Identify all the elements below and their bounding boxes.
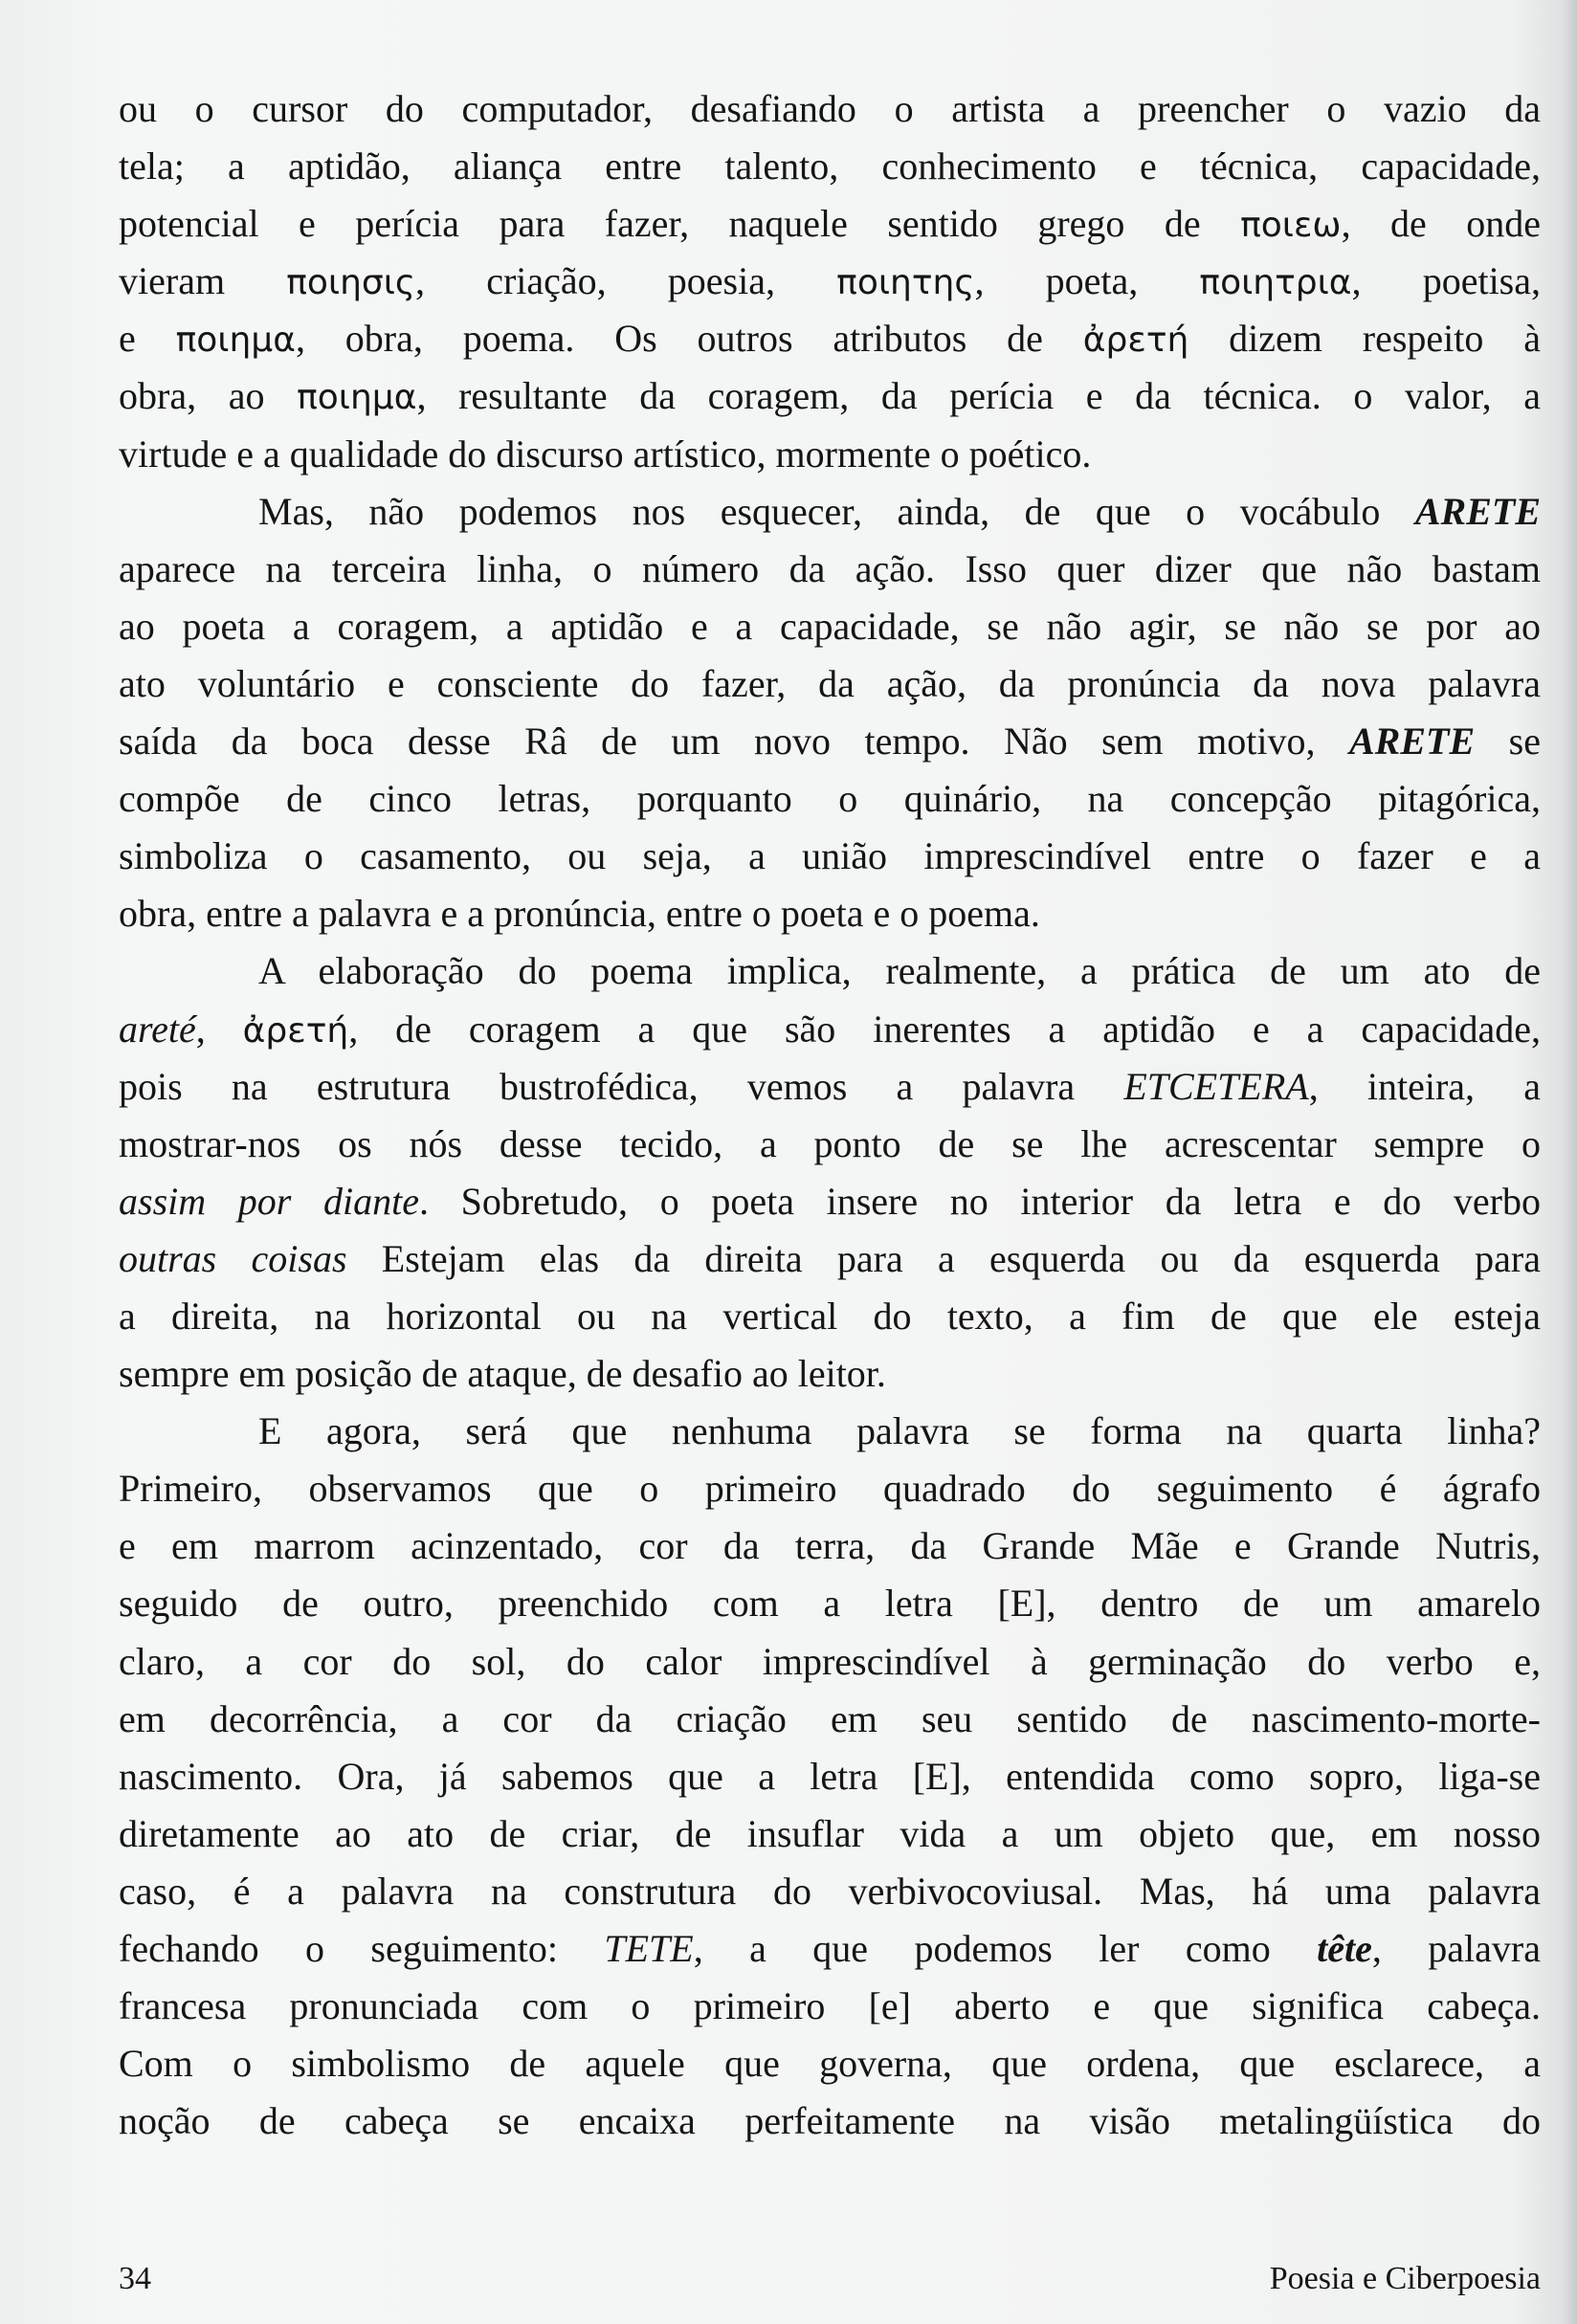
- text-segment: , resultante da coragem, da perícia e da técnica. o valor, a: [416, 374, 1541, 418]
- text-segment: em decorrência, a cor da criação em seu sentido de nascimento-morte-: [119, 1696, 1541, 1740]
- text-line: [119, 1230, 1541, 1288]
- text-segment: Mas, não podemos nos esquecer, ainda, de que o vocábulo: [258, 489, 1415, 533]
- text-line: [119, 1058, 1541, 1116]
- text-line: [119, 1748, 1541, 1805]
- emphasis-text: ARETE: [1414, 489, 1541, 533]
- text-line: [119, 195, 1541, 253]
- text-line: [119, 1288, 1541, 1345]
- text-line: [119, 367, 1541, 425]
- text-segment: noção de cabeça se encaixa perfeitamente na visão metalingüística do: [119, 2099, 1541, 2143]
- emphasis-text: tête: [1317, 1927, 1372, 1970]
- text-segment: , poetisa,: [1351, 259, 1541, 303]
- text-segment: potencial e perícia para fazer, naquele sentido grego de: [119, 202, 1241, 246]
- text-segment: fechando o seguimento:: [119, 1927, 605, 1970]
- emphasis-text: ETCETERA: [1123, 1064, 1309, 1108]
- text-line: [119, 770, 1541, 828]
- text-segment: E agora, será que nenhuma palavra se forma na quarta linha?: [258, 1409, 1541, 1453]
- text-line: [119, 1403, 1541, 1460]
- text-segment: aparece na terceira linha, o número da ação. Isso quer dizer que não bastam: [119, 546, 1541, 590]
- text-line: [119, 655, 1541, 713]
- text-segment: caso, é a palavra na construtura do verbivocoviusal. Mas, há uma palavra: [119, 1869, 1541, 1913]
- text-segment: ,: [195, 1007, 243, 1051]
- emphasis-text: areté: [119, 1007, 196, 1051]
- greek-word: ποιημα: [297, 378, 417, 418]
- emphasis-text: TETE: [604, 1927, 694, 1970]
- text-segment: , de coragem a que são inerentes a aptidão e a capacidade,: [348, 1007, 1541, 1051]
- text-segment: mostrar-nos os nós desse tecido, a ponto de se lhe acrescentar sempre o: [119, 1121, 1541, 1165]
- body-text: [119, 80, 1541, 2150]
- text-segment: , a que podemos ler como: [693, 1927, 1318, 1970]
- text-line: [119, 426, 1541, 483]
- text-segment: ao poeta a coragem, a aptidão e a capacidade, se não agir, se não se por ao: [119, 604, 1541, 648]
- text-segment: Com o simbolismo de aquele que governa, que ordena, que esclarece, a: [119, 2042, 1541, 2086]
- text-line: [119, 1460, 1541, 1517]
- text-segment: obra, ao: [119, 374, 298, 418]
- text-line: [119, 80, 1541, 138]
- text-line: [119, 1920, 1541, 1978]
- page-number: 34: [119, 2261, 151, 2296]
- text-line: [119, 483, 1541, 541]
- text-line: [119, 828, 1541, 885]
- text-line: [119, 1978, 1541, 2035]
- text-segment: nascimento. Ora, já sabemos que a letra [E], entendida como sopro, liga-se: [119, 1754, 1541, 1798]
- text-segment: seguido de outro, preenchido com a letra [E], dentro de um amarelo: [119, 1582, 1541, 1626]
- text-line: [119, 541, 1541, 598]
- text-segment: tela; a aptidão, aliança entre talento, conhecimento e técnica, capacidade,: [119, 144, 1541, 188]
- text-line: [119, 1575, 1541, 1632]
- text-line: [119, 253, 1541, 310]
- text-segment: dizem respeito à: [1188, 317, 1541, 361]
- text-segment: A elaboração do poema implica, realmente, a prática de um ato de: [258, 949, 1541, 993]
- text-segment: e em marrom acinzentado, cor da terra, da Grande Mãe e Grande Nutris,: [119, 1524, 1541, 1568]
- text-segment: se: [1475, 719, 1541, 764]
- emphasis-text: assim por diante: [119, 1179, 419, 1223]
- greek-word: ἀρετή: [1082, 321, 1189, 361]
- text-line: [119, 1863, 1541, 1920]
- text-line: [119, 713, 1541, 770]
- text-segment: e: [119, 317, 176, 361]
- emphasis-text: outras coisas: [119, 1236, 347, 1280]
- text-segment: . Sobretudo, o poeta insere no interior da letra e do verbo: [418, 1179, 1541, 1223]
- text-segment: virtude e a qualidade do discurso artístico, mormente o poético.: [119, 432, 1092, 476]
- text-segment: simboliza o casamento, ou seja, a união imprescindível entre o fazer e a: [119, 834, 1541, 878]
- text-segment: , poeta,: [974, 259, 1200, 303]
- text-segment: Estejam elas da direita para a esquerda ou da esquerda para: [346, 1236, 1541, 1280]
- text-segment: , inteira, a: [1308, 1064, 1541, 1108]
- text-line: [119, 598, 1541, 655]
- text-segment: , obra, poema. Os outros atributos de: [295, 317, 1083, 361]
- text-line: [119, 1517, 1541, 1575]
- text-segment: , palavra: [1371, 1927, 1541, 1970]
- text-segment: Primeiro, observamos que o primeiro quadrado do seguimento é ágrafo: [119, 1467, 1541, 1511]
- text-segment: obra, entre a palavra e a pronúncia, entre o poeta e o poema.: [119, 892, 1040, 936]
- text-segment: sempre em posição de ataque, de desafio ao leitor.: [119, 1352, 886, 1396]
- text-line: [119, 310, 1541, 367]
- text-segment: vieram: [119, 259, 287, 303]
- text-line: [119, 1116, 1541, 1173]
- text-segment: , de onde: [1341, 202, 1541, 246]
- text-line: [119, 1691, 1541, 1748]
- text-line: [119, 1805, 1541, 1863]
- greek-word: ποιημα: [175, 321, 296, 361]
- text-segment: saída da boca desse Râ de um novo tempo. Não sem motivo,: [119, 719, 1349, 764]
- text-line: [119, 885, 1541, 942]
- text-line: [119, 2035, 1541, 2092]
- text-segment: ou o cursor do computador, desafiando o artista a preencher o vazio da: [119, 87, 1541, 130]
- text-segment: pois na estrutura bustrofédica, vemos a palavra: [119, 1064, 1124, 1108]
- text-segment: diretamente ao ato de criar, de insuflar vida a um objeto que, em nosso: [119, 1811, 1541, 1855]
- text-line: [119, 1001, 1541, 1058]
- greek-word: ἀρετή: [242, 1010, 349, 1051]
- greek-word: ποιητρια: [1199, 263, 1352, 303]
- text-segment: ato voluntário e consciente do fazer, da ação, da pronúncia da nova palavra: [119, 661, 1541, 705]
- page-footer: [119, 2260, 1541, 2298]
- text-segment: claro, a cor do sol, do calor imprescindível à germinação do verbo e,: [119, 1639, 1541, 1683]
- text-segment: , criação, poesia,: [415, 259, 837, 303]
- text-line: [119, 942, 1541, 1000]
- running-title: Poesia e Ciberpoesia: [1269, 2261, 1541, 2296]
- text-line: [119, 1345, 1541, 1403]
- emphasis-text: ARETE: [1349, 719, 1476, 764]
- greek-word: ποιεω: [1240, 206, 1342, 246]
- text-segment: compõe de cinco letras, porquanto o quinário, na concepção pitagórica,: [119, 777, 1541, 821]
- text-line: [119, 2092, 1541, 2150]
- text-line: [119, 138, 1541, 195]
- text-segment: a direita, na horizontal ou na vertical do texto, a fim de que ele esteja: [119, 1294, 1541, 1338]
- text-line: [119, 1633, 1541, 1691]
- greek-word: ποιητης: [836, 263, 975, 303]
- text-segment: francesa pronunciada com o primeiro [e] aberto e que significa cabeça.: [119, 1984, 1541, 2028]
- text-line: [119, 1173, 1541, 1230]
- greek-word: ποιησις: [286, 263, 416, 303]
